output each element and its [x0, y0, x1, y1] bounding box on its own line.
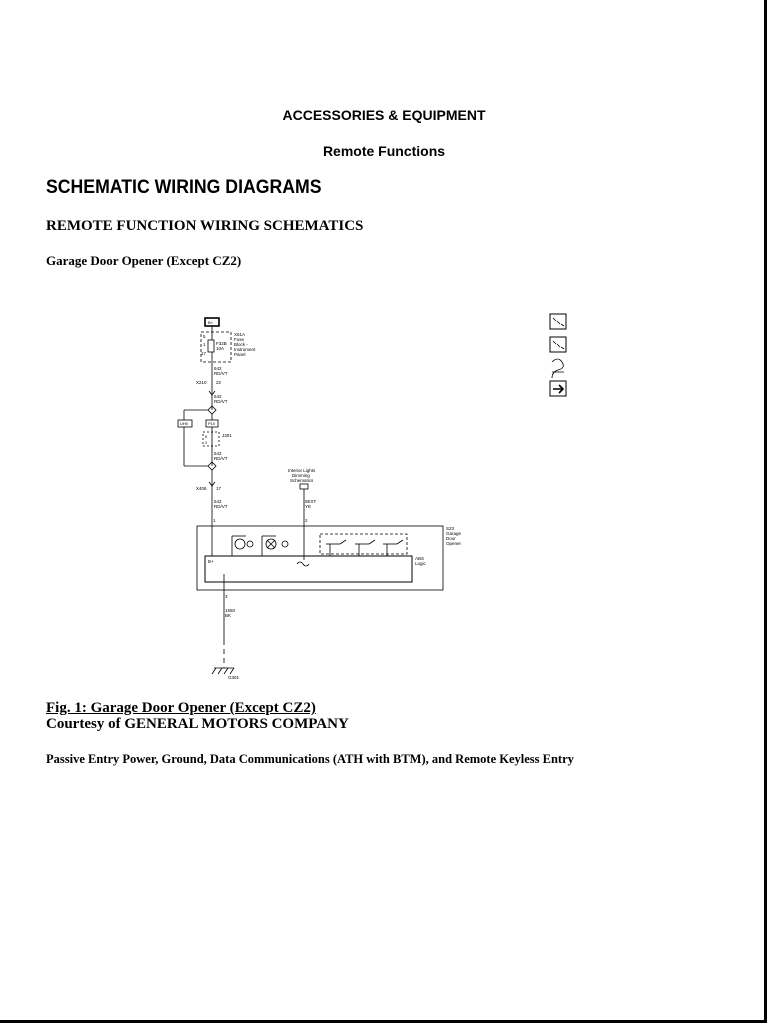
wire-1-color: RD/VT — [214, 371, 228, 376]
page-title: SCHEMATIC WIRING DIAGRAMS — [46, 177, 322, 198]
module-logic-block — [205, 556, 412, 582]
splice-pin-a: 8 — [205, 435, 207, 439]
connector-1-id: X210 — [196, 380, 207, 385]
fuse-id: F32B — [216, 341, 227, 346]
figure-heading: Garage Door Opener (Except CZ2) — [46, 253, 242, 268]
courtesy-line: Courtesy of GENERAL MOTORS COMPANY — [46, 716, 349, 732]
fuse-block-desc-4: Panel — [234, 352, 246, 357]
fuse-block-id: X51A — [234, 332, 246, 337]
section-subtitle: REMOTE FUNCTION WIRING SCHEMATICS — [46, 218, 364, 234]
splice-pin-b: 3 — [205, 441, 207, 445]
pin-3-label: 3 — [225, 594, 228, 599]
module-desc-2: Door — [446, 536, 456, 541]
wire-dim-color: YE — [305, 504, 312, 509]
connector-2-pin: 17 — [216, 486, 222, 491]
terminal-b: 1 — [203, 342, 206, 347]
wire-dim-circuit: 6EXT — [305, 499, 317, 504]
wire-routing-icon[interactable] — [552, 359, 564, 378]
fuse-block-desc-2: Block - — [234, 342, 248, 347]
fuse-rating: 10A — [216, 346, 225, 351]
diode-icon — [247, 541, 253, 547]
wire-gnd-circuit: 1550 — [225, 608, 236, 613]
wire-2-circuit: 542 — [214, 394, 222, 399]
fuse-symbol — [208, 340, 214, 352]
module-logic-1: ABS — [415, 556, 425, 561]
module-id: S23 — [446, 526, 455, 531]
wire-4-circuit: 542 — [214, 499, 222, 504]
subsection-header: Remote Functions — [322, 143, 446, 159]
section-header: ACCESSORIES & EQUIPMENT — [282, 107, 486, 123]
connector-2-id: X406 — [196, 486, 207, 491]
module-power-label: B+ — [208, 559, 214, 564]
reference-box — [300, 484, 308, 489]
pin-2-label: 2 — [305, 518, 308, 523]
fuse-block-desc-3: Instrument — [234, 347, 256, 352]
ref-label-1: Interior Lights — [288, 468, 316, 473]
module-desc-3: Opener — [446, 541, 462, 546]
module-logic-2: Logic — [415, 561, 426, 566]
wave-symbol — [297, 562, 309, 566]
ref-label-2: Dimming — [292, 473, 310, 478]
light-icon — [282, 541, 288, 547]
power-mode-label: B+ — [208, 320, 214, 325]
next-section-heading: Passive Entry Power, Ground, Data Communications (ATH with BTM), and Remote Keyless Entry — [46, 752, 574, 766]
option-a-label: UH0 — [180, 421, 189, 426]
fuse-block-desc-1: Fuse — [234, 337, 245, 342]
module-desc-1: Garage — [446, 531, 462, 536]
wire-2-color: RD/VT — [214, 399, 228, 404]
pin-1-label: 1 — [213, 518, 216, 523]
wire-gnd-color: BK — [225, 613, 232, 618]
terminal-a: 5 — [203, 334, 206, 339]
led-indicator-icon — [235, 539, 245, 549]
wire-1-circuit: 542 — [214, 366, 222, 371]
splice-id: J301 — [222, 433, 232, 438]
wire-4-color: RD/VT — [214, 504, 228, 509]
wire-3-color: RD/VT — [214, 456, 228, 461]
ground-id: G301 — [228, 675, 240, 680]
wire-3-circuit: 542 — [214, 451, 222, 456]
ref-label-3: Schematics — [290, 478, 314, 483]
figure-caption: Fig. 1: Garage Door Opener (Except CZ2) — [46, 700, 316, 716]
terminal-c: 17 — [201, 351, 207, 356]
connector-1-pin: 22 — [216, 380, 222, 385]
option-b-label: P10 — [208, 421, 216, 426]
